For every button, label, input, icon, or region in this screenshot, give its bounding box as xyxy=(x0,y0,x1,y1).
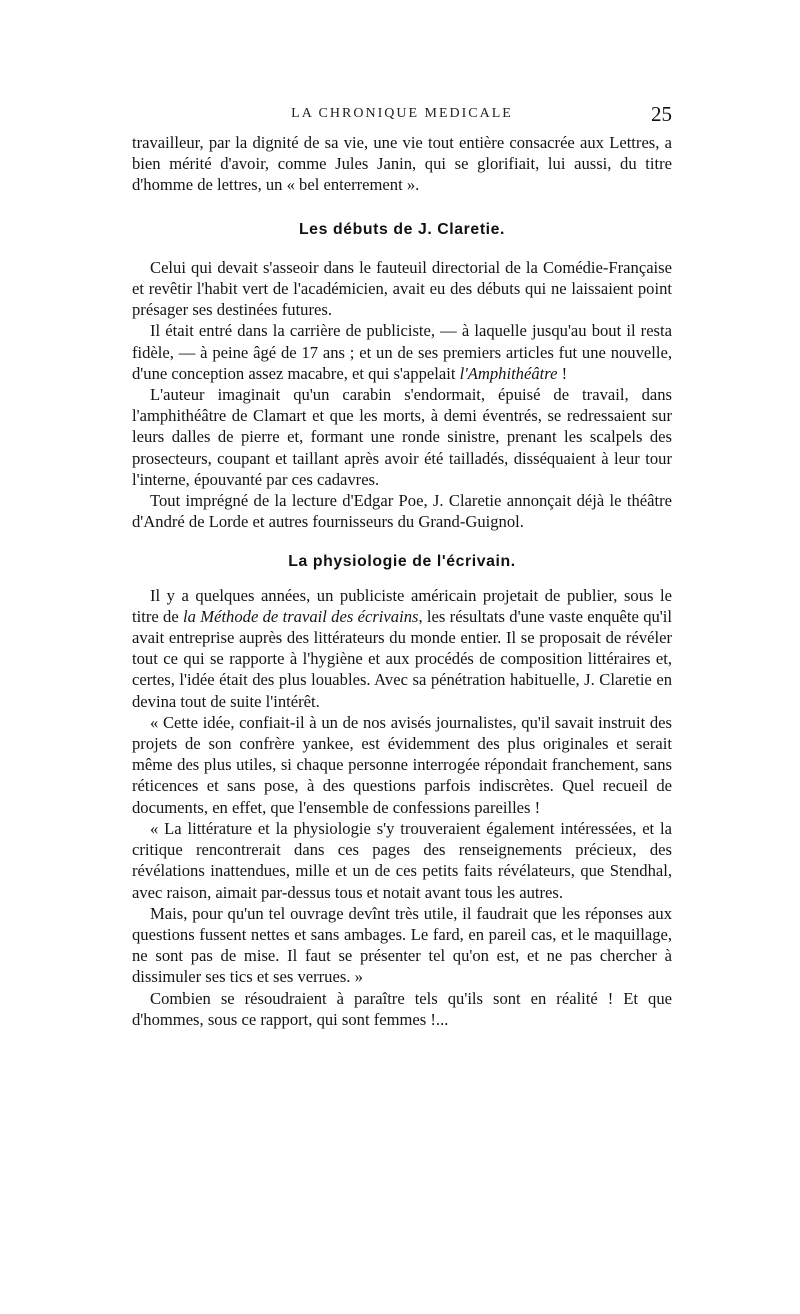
paragraph-physiologie-5: Combien se résoudraient à paraître tels qu'ils sont en réalité ! Et que d'hommes, sous ce rapport, qui sont femmes !... xyxy=(132,988,672,1029)
section-heading-physiologie: La physiologie de l'écrivain. xyxy=(288,553,516,571)
section-heading-debuts: Les débuts de J. Claretie. xyxy=(298,220,506,238)
paragraph-physiologie-1 xyxy=(132,585,672,712)
paragraph-debuts-4: Tout imprégné de la lecture d'Edgar Poe, J. Claretie annonçait déjà le théâtre d'André de Lorde et autres fournisseurs du Grand-Guignol. xyxy=(132,491,672,532)
paragraph-debuts-2-text: Il était entré dans la carrière de publiciste, — à laquelle jusqu'au bout il resta fidèle, — à peine âgé de 17 ans ; et un de ses premiers articles fut une nouvelle, d'une conception assez macabre, et qui s'appelait xyxy=(132,321,672,383)
methode-title: la Méthode de travail des écrivains xyxy=(183,606,419,626)
paragraph-physiologie-3: « La littérature et la physiologie s'y trouveraient également intéressées, et la critique rencontrerait dans ces pages des renseignements précieux, des révélations inattendues, mille et un de ces petits faits révélateurs, que Stendhal, avec raison, aimait par-dessus tous et notait avant tous les autres. xyxy=(132,818,672,902)
paragraph-physiologie-2: « Cette idée, confiait-il à un de nos avisés journalistes, qu'il savait instruit des projets de son confrère yankee, est évidemment des plus originales et serait même des plus utiles, si chaque personne interrogée répondait franchement, sans réticences et sans pose, à des questions parfois indiscrètes. Quel recueil de documents, en effet, que l'ensemble de confessions pareilles ! xyxy=(132,712,672,817)
running-header xyxy=(132,104,672,128)
running-title: LA CHRONIQUE MEDICALE xyxy=(291,106,513,121)
paragraph-physiologie-4: Mais, pour qu'un tel ouvrage devînt très utile, il faudrait que les réponses aux questions fussent nettes et sans ambages. Le fard, en pareil cas, et le maquillage, ne sont pas de mise. Il faut se présenter tel qu'on est, et ne pas chercher à dissimuler ses tics et ses verrues. » xyxy=(132,903,672,987)
opening-paragraph: travailleur, par la dignité de sa vie, une vie tout entière consacrée aux Lettres, a bien mérité d'avoir, comme Jules Janin, qui se glorifiait, lui aussi, du titre d'homme de lettres, un « bel enterrement ». xyxy=(132,133,672,195)
paragraph-physiologie-1-a: Il y a quelques années, un publiciste américain projetait de publier, sous le titre de xyxy=(132,585,672,626)
paragraph-debuts-2 xyxy=(132,320,672,384)
paragraph-debuts-1: Celui qui devait s'asseoir dans le fauteuil directorial de la Comédie-Française et revêtir l'habit vert de l'académicien, avait eu des débuts qui ne laissaient point présager ses destinées futures. xyxy=(132,257,672,320)
paragraph-physiologie-1-b: , les résultats d'une vaste enquête qu'il avait entreprise auprès des littérateurs du monde entier. Il se proposait de révéler tout ce qui se rapporte à l'hygiène et aux procédés de composition littéraires et, certes, l'idée était des plus louables. Avec sa pénétration habituelle, J. Claretie en devina tout de suite l'intérêt. xyxy=(132,606,672,711)
paragraph-debuts-2-end: ! xyxy=(557,363,568,383)
paragraph-debuts-3: L'auteur imaginait qu'un carabin s'endormait, épuisé de travail, dans l'amphithéâtre de Clamart et que les morts, à demi éventrés, se redressaient sur leurs dalles de pierre et, formant une ronde sinistre, prenant les scalpels des prosecteurs, coupant et taillant après avoir été tailladés, disséquaient à leur tour l'interne, épouvanté par ces cadavres. xyxy=(132,385,672,489)
body-text xyxy=(132,132,672,1030)
page-number: 25 xyxy=(651,102,672,126)
amphitheatre-title: l'Amphithéâtre xyxy=(459,363,558,383)
